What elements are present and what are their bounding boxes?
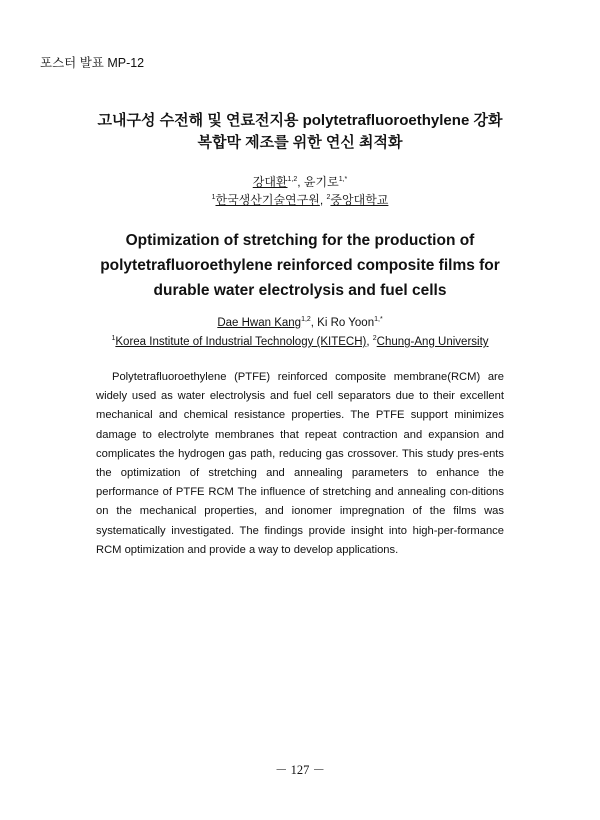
- korean-affiliation-1: 한국생산기술연구원: [215, 193, 320, 207]
- english-title-line-3: durable water electrolysis and fuel cells: [153, 282, 447, 299]
- english-title: [40, 228, 560, 303]
- english-affiliation-2: Chung-Ang University: [376, 336, 489, 348]
- korean-affiliations: [40, 191, 560, 209]
- english-title-line-1: Optimization of stretching for the production of: [125, 232, 475, 249]
- english-aff-1-sup: 1: [111, 335, 116, 343]
- korean-title-line-1: 고내구성 수전해 및 연료전지용 polytetrafluoroethylene 강화: [97, 112, 503, 129]
- korean-title: [40, 110, 560, 154]
- korean-authors: [40, 173, 560, 191]
- korean-title-line-2: 복합막 제조를 위한 연신 최적화: [197, 134, 403, 151]
- korean-authors-block: [40, 173, 560, 209]
- english-authors: [40, 314, 560, 333]
- english-author-2-sup: 1,*: [374, 316, 383, 324]
- korean-author-separator: ,: [297, 175, 304, 189]
- korean-author-1-sup: 1,2: [287, 176, 298, 183]
- english-affiliation-1: Korea Institute of Industrial Technology (KITECH): [115, 336, 367, 348]
- english-affiliations: [40, 333, 560, 352]
- korean-author-2: 윤기로: [303, 175, 339, 189]
- korean-affiliation-2: 중앙대학교: [330, 193, 389, 207]
- english-author-2: , Ki Ro Yoon: [310, 317, 375, 329]
- korean-aff-2-sup: 2: [326, 194, 331, 201]
- english-aff-2-sup: 2: [372, 335, 377, 343]
- english-author-1: Dae Hwan Kang: [217, 317, 302, 329]
- korean-author-1: 강대환: [252, 175, 288, 189]
- english-authors-block: [40, 314, 560, 352]
- abstract-paragraph: Polytetrafluoroethylene (PTFE) reinforced composite membrane(RCM) are widely used as water electrolysis and fuel cell separators due to their excellent mechanical and chemical resistance properties. The PTFE support minimizes damage to electrolyte membranes that repeat contraction and expansion and complicates the hydrogen gas path, reducing gas crossover. This study pres-ents the optimization of stretching and annealing parameters to enhance the performance of PTFE RCM The influence of stretching and annealing con-ditions on the mechanical properties, and ionomer impregnation of the films was systematically investigated. The findings provide insight into high-per-formance RCM optimization and provide a way to develop applications.: [96, 371, 504, 556]
- korean-author-2-sup: 1,*: [338, 176, 348, 183]
- page-number: － 127 －: [274, 763, 325, 777]
- english-aff-separator: ,: [366, 336, 373, 348]
- session-label: 포스터 발표 MP-12: [40, 56, 145, 70]
- korean-aff-1-sup: 1: [211, 194, 216, 201]
- korean-aff-separator: ,: [319, 193, 327, 207]
- english-author-1-sup: 1,2: [301, 316, 311, 324]
- english-title-line-2: polytetrafluoroethylene reinforced composite films for: [100, 257, 500, 274]
